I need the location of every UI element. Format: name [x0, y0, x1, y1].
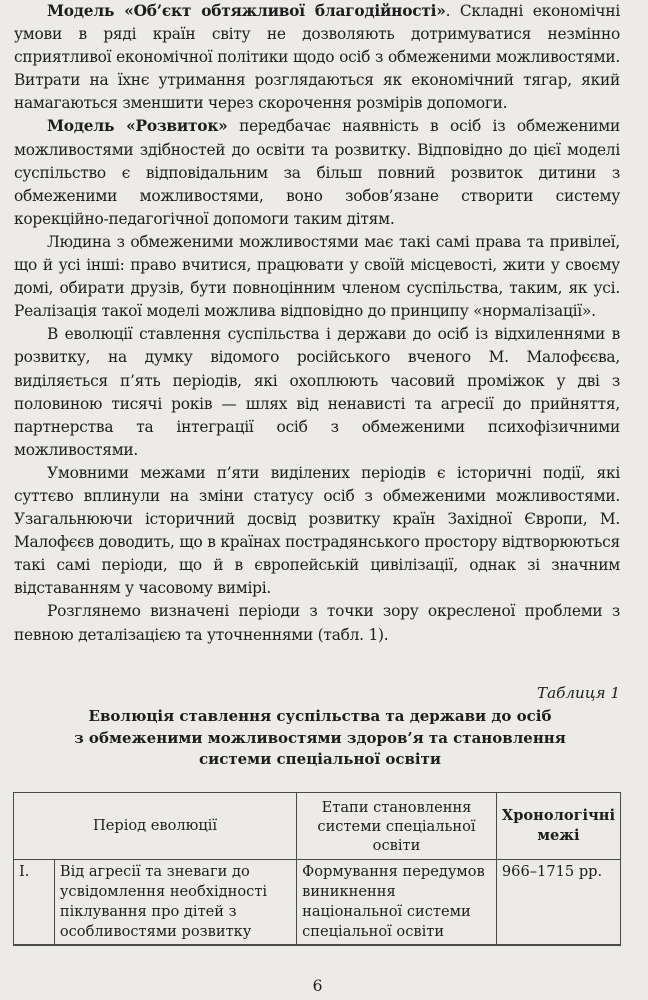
cell-number: I. — [14, 860, 55, 946]
evolution-table — [13, 792, 621, 946]
paragraph-text: Умовними межами п’яти виділених періодів є історичні події, які суттєво вплинули на зміни статусу осіб з обмеженими можливостями. Узагальнюючи історичний досвід розвитку країн Західної Європи, М. Малофєєв доводить, що в країнах пострадянського простору відтворюються такі самі періоди, що й в європейській цивілізації, однак зі значним відставанням у часовому вимірі. — [14, 463, 620, 598]
cell-period: Від агресії та зневаги до усвідомлення необхідності піклування про дітей з особливостями розвитку — [54, 860, 296, 946]
paragraph-text: В еволюції ставлення суспільства і держави до осіб із відхиленнями в розвитку, на думку відомого російського вченого М. Малофєєва, виділяється п’ять періодів, які охоплюють часовий проміжок у дві з половиною тисячі років — шлях від ненависті та агресії до прийняття, партнерства та інтеграції осіб з обмеженими психофізичними можливостями. — [14, 325, 620, 459]
cell-chronology: 966–1715 рр. — [496, 860, 620, 946]
paragraph-model-burden — [14, 0, 620, 115]
paragraph-rights — [14, 231, 620, 323]
page-number: 6 — [312, 977, 323, 995]
table-header-row — [14, 793, 621, 860]
table-title-line: Еволюція ставлення суспільства та держави до осіб — [88, 707, 552, 725]
table-label: Таблиця 1 — [536, 684, 620, 702]
paragraph-text: Людина з обмеженими можливостями має такі самі права та привілеї, що й усі інші: право вчитися, працювати у своїй місцевості, жити у своєму домі, обирати друзів, бути повноцінним членом суспільства, таким, як усі. Реалізація такої моделі можлива відповідно до принципу «нормалізації». — [14, 232, 620, 321]
body-text — [14, 0, 620, 647]
header-period: Період еволюції — [14, 793, 297, 860]
paragraph-periods — [14, 462, 620, 601]
model-name: Модель «Розвиток» — [47, 117, 228, 136]
table-title — [40, 706, 600, 771]
paragraph-text: . Складні економічні умови в ряді країн світу не дозволяють дотримуватися незмінно сприятливої економічної політики щодо осіб з обмеженими можливостями. Витрати на їхнє утримання розглядаються як економічний тягар, який намагаються зменшити через скорочення розмірів допомоги. — [14, 2, 620, 113]
header-stages: Етапи становлення системи спеціальної освіти — [297, 793, 497, 860]
paragraph-evolution — [14, 323, 620, 462]
header-chronology: Хронологічні межі — [496, 793, 620, 860]
paragraph-text: Розглянемо визначені періоди з точки зору окресленої проблеми з певною деталізацією та уточненнями (табл. 1). — [14, 602, 620, 644]
cell-stage: Формування передумов виникнення національної системи спеціальної освіти — [297, 860, 497, 946]
table-title-line: системи спеціальної освіти — [198, 750, 442, 768]
table-title-line: з обмеженими можливостями здоров’я та становлення — [74, 728, 566, 747]
paragraph-model-development — [14, 115, 620, 230]
paragraph-table-ref — [14, 600, 620, 646]
model-name: Модель «Об’єкт обтяжливої благодійності» — [47, 2, 446, 20]
table-row — [14, 860, 621, 946]
paragraph-text: передбачає наявність в осіб із обмеженими можливостями здібностей до освіти та розвитку. Відповідно до цієї моделі суспільство є відповідальним за більш повний розвиток дитини з обмеженими можливостями, воно зобов’язане створити систему корекційно-педагогічної допомоги таким дітям. — [14, 117, 621, 228]
